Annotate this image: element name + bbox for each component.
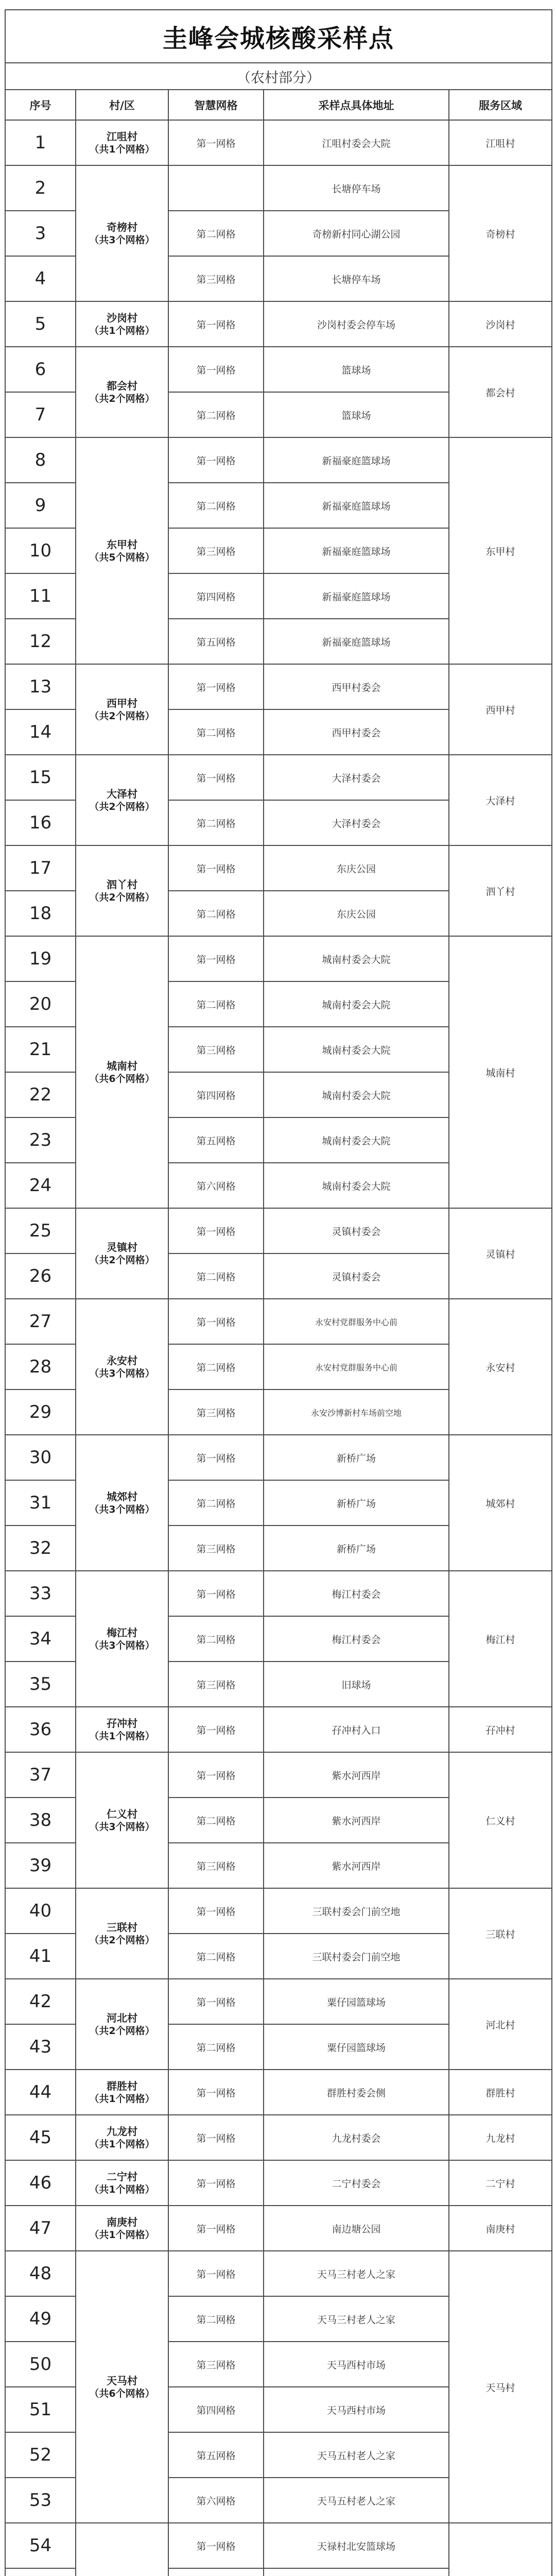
table-row [5, 165, 552, 211]
site-address: 三联村委会门前空地 [264, 1888, 449, 1934]
grid-name: 第二网格 [168, 2024, 264, 2070]
site-address: 大泽村委会 [264, 755, 449, 800]
site-number: 23 [5, 1117, 76, 1163]
grid-name: 第一网格 [168, 2070, 264, 2115]
header-service-area: 服务区域 [449, 90, 552, 120]
grid-name: 第二网格 [168, 483, 264, 528]
village-name: 沙岗村 [107, 311, 137, 324]
service-area: 江咀村 [449, 120, 552, 165]
village-cell [76, 1299, 168, 1435]
table-row [5, 301, 552, 347]
site-address: 江咀村委会大院 [264, 120, 449, 165]
grid-name: 第二网格 [168, 1480, 264, 1526]
service-area [449, 2523, 552, 2576]
grid-name [168, 165, 264, 211]
village-name: 城南村 [107, 1059, 137, 1072]
site-number: 43 [5, 2024, 76, 2070]
site-address: 二宁村委会 [264, 2160, 449, 2206]
grid-name: 第一网格 [168, 845, 264, 891]
grid-name: 第二网格 [168, 800, 264, 845]
site-number: 19 [5, 936, 76, 981]
site-number: 30 [5, 1435, 76, 1480]
grid-name: 第五网格 [168, 1117, 264, 1163]
site-number: 21 [5, 1027, 76, 1072]
header-grid: 智慧网格 [168, 90, 264, 120]
grid-name: 第三网格 [168, 1662, 264, 1707]
service-area: 九龙村 [449, 2115, 552, 2160]
site-address: 天马西村市场 [264, 2342, 449, 2387]
site-number: 3 [5, 211, 76, 256]
village-name: 三联村 [107, 1921, 137, 1934]
grid-name: 第二网格 [168, 709, 264, 755]
site-number: 41 [5, 1934, 76, 1979]
village-name: 江咀村 [107, 130, 137, 143]
site-address: 西甲村委会 [264, 664, 449, 709]
site-address: 新桥广场 [264, 1480, 449, 1526]
site-number: 33 [5, 1571, 76, 1616]
table-row [5, 1208, 552, 1253]
header-address: 采样点具体地址 [264, 90, 449, 120]
page-title: 圭峰会城核酸采样点 [5, 10, 552, 63]
site-number: 5 [5, 301, 76, 347]
site-number: 13 [5, 664, 76, 709]
grid-name: 第一网格 [168, 1208, 264, 1253]
village-grid-count: （共2个网格） [89, 710, 155, 722]
site-address: 灵镇村委会 [264, 1208, 449, 1253]
site-address: 天禄村北安篮球场 [264, 2523, 449, 2568]
village-name: 梅江村 [107, 1626, 137, 1639]
service-area: 孖冲村 [449, 1707, 552, 1752]
table-row [5, 1571, 552, 1616]
village-cell [76, 2523, 168, 2576]
site-number: 32 [5, 1526, 76, 1571]
grid-name: 第三网格 [168, 528, 264, 573]
site-number [5, 2568, 76, 2576]
site-address: 新福豪庭篮球场 [264, 528, 449, 573]
site-number: 10 [5, 528, 76, 573]
site-number: 18 [5, 891, 76, 936]
site-number: 12 [5, 619, 76, 664]
village-grid-count: （共6个网格） [89, 2387, 155, 2399]
service-area: 都会村 [449, 347, 552, 437]
site-address: 粟仔园篮球场 [264, 1979, 449, 2024]
grid-name: 第二网格 [168, 1798, 264, 1843]
village-name: 奇榜村 [107, 221, 137, 233]
site-address: 孖冲村入口 [264, 1707, 449, 1752]
site-number: 38 [5, 1798, 76, 1843]
grid-name: 第六网格 [168, 1163, 264, 1208]
site-address: 灵镇村委会 [264, 1253, 449, 1299]
grid-name: 第一网格 [168, 1752, 264, 1798]
grid-name: 第一网格 [168, 1299, 264, 1344]
site-address: 天马五村老人之家 [264, 2478, 449, 2523]
grid-name: 第二网格 [168, 2296, 264, 2342]
site-number: 22 [5, 1072, 76, 1117]
grid-name: 第一网格 [168, 347, 264, 392]
service-area: 大泽村 [449, 755, 552, 845]
site-number: 14 [5, 709, 76, 755]
site-number: 46 [5, 2160, 76, 2206]
village-grid-count: （共3个网格） [89, 1367, 155, 1379]
village-grid-count: （共2个网格） [89, 1934, 155, 1946]
site-number: 4 [5, 256, 76, 301]
site-number: 53 [5, 2478, 76, 2523]
site-address: 东庆公园 [264, 891, 449, 936]
table-row [5, 664, 552, 709]
site-number: 25 [5, 1208, 76, 1253]
site-number: 27 [5, 1299, 76, 1344]
grid-name: 第三网格 [168, 1526, 264, 1571]
site-address: 梅江村委会 [264, 1616, 449, 1662]
village-grid-count: （共3个网格） [89, 1503, 155, 1515]
village-cell [76, 1979, 168, 2070]
site-address: 大泽村委会 [264, 800, 449, 845]
village-cell [76, 2070, 168, 2115]
village-grid-count: （共3个网格） [89, 234, 155, 246]
table-row [5, 755, 552, 800]
site-address: 永安村党群服务中心前 [264, 1344, 449, 1389]
grid-name: 第二网格 [168, 1253, 264, 1299]
table-row [5, 2070, 552, 2115]
service-area: 沙岗村 [449, 301, 552, 347]
service-area: 天马村 [449, 2251, 552, 2523]
service-area: 灵镇村 [449, 1208, 552, 1299]
village-name: 大泽村 [107, 787, 137, 800]
village-grid-count: （共3个网格） [89, 1639, 155, 1651]
service-area: 永安村 [449, 1299, 552, 1435]
site-number: 39 [5, 1843, 76, 1888]
grid-name: 第四网格 [168, 1072, 264, 1117]
site-number: 24 [5, 1163, 76, 1208]
grid-name: 第一网格 [168, 2206, 264, 2251]
village-cell [76, 2115, 168, 2160]
service-area: 城南村 [449, 936, 552, 1208]
village-grid-count: （共2个网格） [89, 891, 155, 903]
village-cell [76, 755, 168, 845]
service-area: 南庚村 [449, 2206, 552, 2251]
site-number: 7 [5, 392, 76, 437]
site-address: 天马西村市场 [264, 2387, 449, 2432]
site-number: 50 [5, 2342, 76, 2387]
grid-name: 第一网格 [168, 1707, 264, 1752]
village-grid-count: （共1个网格） [89, 325, 155, 336]
grid-name: 第一网格 [168, 936, 264, 981]
site-number: 49 [5, 2296, 76, 2342]
village-grid-count: （共1个网格） [89, 2183, 155, 2195]
village-name: 九龙村 [107, 2125, 137, 2138]
village-name: 城郊村 [107, 1490, 137, 1503]
grid-name: 第一网格 [168, 2251, 264, 2296]
site-address: 三联村委会门前空地 [264, 1934, 449, 1979]
site-address: 新福豪庭篮球场 [264, 437, 449, 483]
site-number: 17 [5, 845, 76, 891]
site-address: 城南村委会大院 [264, 936, 449, 981]
village-grid-count: （共6个网格） [89, 1073, 155, 1084]
grid-name: 第一网格 [168, 2115, 264, 2160]
village-cell [76, 301, 168, 347]
grid-name [168, 2568, 264, 2576]
site-number: 45 [5, 2115, 76, 2160]
site-number: 6 [5, 347, 76, 392]
site-address: 天马三村老人之家 [264, 2251, 449, 2296]
site-address: 城南村委会大院 [264, 1027, 449, 1072]
village-name: 南庚村 [107, 2215, 137, 2228]
site-address: 城南村委会大院 [264, 981, 449, 1027]
table-row [5, 347, 552, 392]
site-number: 36 [5, 1707, 76, 1752]
village-name: 西甲村 [107, 697, 137, 709]
site-address: 九龙村委会 [264, 2115, 449, 2160]
grid-name: 第六网格 [168, 2478, 264, 2523]
site-address: 城南村委会大院 [264, 1117, 449, 1163]
village-name: 孖冲村 [107, 1717, 137, 1730]
site-address: 粟仔园篮球场 [264, 2024, 449, 2070]
village-name: 群胜村 [107, 2079, 137, 2092]
grid-name: 第三网格 [168, 1843, 264, 1888]
site-address: 紫水河西岸 [264, 1752, 449, 1798]
site-address: 长塘停车场 [264, 256, 449, 301]
site-address [264, 2568, 449, 2576]
header-no: 序号 [5, 90, 76, 120]
header-village: 村/区 [76, 90, 168, 120]
site-address: 梅江村委会 [264, 1571, 449, 1616]
grid-name: 第二网格 [168, 1344, 264, 1389]
table-row [5, 2523, 552, 2568]
grid-name: 第一网格 [168, 2523, 264, 2568]
site-number: 29 [5, 1389, 76, 1435]
site-number: 47 [5, 2206, 76, 2251]
site-number: 42 [5, 1979, 76, 2024]
table-row [5, 2206, 552, 2251]
village-grid-count: （共5个网格） [89, 551, 155, 563]
grid-name: 第四网格 [168, 2387, 264, 2432]
village-cell [76, 2251, 168, 2523]
table-row [5, 1979, 552, 2024]
grid-name: 第四网格 [168, 573, 264, 619]
site-address: 南边塘公园 [264, 2206, 449, 2251]
table-header-row [5, 90, 552, 120]
village-grid-count: （共1个网格） [89, 2093, 155, 2105]
site-address: 群胜村委会侧 [264, 2070, 449, 2115]
village-grid-count: （共2个网格） [89, 1254, 155, 1266]
service-area: 西甲村 [449, 664, 552, 755]
site-address: 新福豪庭篮球场 [264, 483, 449, 528]
village-grid-count: （共1个网格） [89, 1730, 155, 1742]
table-row [5, 437, 552, 483]
service-area: 泗丫村 [449, 845, 552, 936]
village-cell [76, 437, 168, 664]
site-address: 新桥广场 [264, 1435, 449, 1480]
village-name: 天马村 [107, 2374, 137, 2387]
village-cell [76, 2206, 168, 2251]
site-address: 城南村委会大院 [264, 1072, 449, 1117]
village-cell [76, 1435, 168, 1571]
village-grid-count: （共1个网格） [89, 143, 155, 155]
village-cell [76, 1707, 168, 1752]
village-name: 泗丫村 [107, 878, 137, 891]
site-number: 11 [5, 573, 76, 619]
grid-name: 第一网格 [168, 1979, 264, 2024]
site-address: 旧球场 [264, 1662, 449, 1707]
table-row [5, 1888, 552, 1934]
service-area: 仁义村 [449, 1752, 552, 1888]
village-name: 东甲村 [107, 538, 137, 551]
grid-name: 第五网格 [168, 2432, 264, 2478]
site-number: 48 [5, 2251, 76, 2296]
grid-name: 第二网格 [168, 211, 264, 256]
site-number: 31 [5, 1480, 76, 1526]
grid-name: 第一网格 [168, 1888, 264, 1934]
grid-name: 第一网格 [168, 120, 264, 165]
site-number: 40 [5, 1888, 76, 1934]
sampling-sites-table [5, 9, 552, 2576]
grid-name: 第五网格 [168, 619, 264, 664]
table-row [5, 1435, 552, 1480]
grid-name: 第二网格 [168, 1934, 264, 1979]
village-cell [76, 1752, 168, 1888]
site-address: 永安村党群服务中心前 [264, 1299, 449, 1344]
village-cell [76, 664, 168, 755]
service-area: 二宁村 [449, 2160, 552, 2206]
village-name: 二宁村 [107, 2170, 137, 2183]
site-number: 16 [5, 800, 76, 845]
site-number: 37 [5, 1752, 76, 1798]
grid-name: 第三网格 [168, 1027, 264, 1072]
page-subtitle: （农村部分） [5, 63, 552, 90]
service-area: 三联村 [449, 1888, 552, 1979]
service-area: 河北村 [449, 1979, 552, 2070]
table-row [5, 2251, 552, 2296]
site-number: 28 [5, 1344, 76, 1389]
table-row [5, 2160, 552, 2206]
site-address: 西甲村委会 [264, 709, 449, 755]
village-cell [76, 845, 168, 936]
grid-name: 第一网格 [168, 2160, 264, 2206]
grid-name: 第二网格 [168, 891, 264, 936]
site-address: 新福豪庭篮球场 [264, 619, 449, 664]
table-row [5, 845, 552, 891]
village-cell [76, 1571, 168, 1707]
village-name: 都会村 [107, 379, 137, 392]
grid-name: 第一网格 [168, 664, 264, 709]
village-name: 永安村 [107, 1354, 137, 1367]
village-name: 河北村 [107, 2011, 137, 2024]
site-number: 51 [5, 2387, 76, 2432]
site-address: 东庆公园 [264, 845, 449, 891]
service-area: 群胜村 [449, 2070, 552, 2115]
grid-name: 第一网格 [168, 301, 264, 347]
village-cell [76, 1208, 168, 1299]
site-number: 34 [5, 1616, 76, 1662]
grid-name: 第二网格 [168, 392, 264, 437]
site-number: 8 [5, 437, 76, 483]
table-row [5, 1299, 552, 1344]
village-grid-count: （共3个网格） [89, 1821, 155, 1833]
village-cell [76, 2160, 168, 2206]
village-grid-count: （共2个网格） [89, 801, 155, 812]
table-row [5, 1707, 552, 1752]
service-area: 奇榜村 [449, 165, 552, 301]
site-number: 1 [5, 120, 76, 165]
site-address: 紫水河西岸 [264, 1843, 449, 1888]
grid-name: 第一网格 [168, 437, 264, 483]
site-number: 35 [5, 1662, 76, 1707]
village-grid-count: （共1个网格） [89, 2138, 155, 2150]
service-area: 梅江村 [449, 1571, 552, 1707]
village-cell [76, 347, 168, 437]
village-grid-count: （共2个网格） [89, 393, 155, 404]
table-row [5, 2115, 552, 2160]
village-name: 灵镇村 [107, 1241, 137, 1253]
site-number: 15 [5, 755, 76, 800]
site-address: 天马五村老人之家 [264, 2432, 449, 2478]
grid-name: 第一网格 [168, 1435, 264, 1480]
site-address: 奇榜新村同心湖公园 [264, 211, 449, 256]
site-address: 新桥广场 [264, 1526, 449, 1571]
village-cell [76, 120, 168, 165]
table-row [5, 1752, 552, 1798]
site-number: 20 [5, 981, 76, 1027]
site-number: 2 [5, 165, 76, 211]
service-area: 东甲村 [449, 437, 552, 664]
site-number: 9 [5, 483, 76, 528]
service-area: 城郊村 [449, 1435, 552, 1571]
grid-name: 第一网格 [168, 1571, 264, 1616]
village-name: 仁义村 [107, 1807, 137, 1820]
site-address: 长塘停车场 [264, 165, 449, 211]
site-address: 新福豪庭篮球场 [264, 573, 449, 619]
table-row [5, 120, 552, 165]
village-cell [76, 936, 168, 1208]
grid-name: 第三网格 [168, 2342, 264, 2387]
grid-name: 第二网格 [168, 981, 264, 1027]
site-address: 紫水河西岸 [264, 1798, 449, 1843]
grid-name: 第三网格 [168, 256, 264, 301]
site-number: 26 [5, 1253, 76, 1299]
grid-name: 第一网格 [168, 755, 264, 800]
table-row [5, 936, 552, 981]
site-address: 沙岗村委会停车场 [264, 301, 449, 347]
village-grid-count: （共1个网格） [89, 2229, 155, 2241]
site-address: 城南村委会大院 [264, 1163, 449, 1208]
site-address: 篮球场 [264, 347, 449, 392]
site-number: 52 [5, 2432, 76, 2478]
site-address: 永安沙博新村车场前空地 [264, 1389, 449, 1435]
grid-name: 第三网格 [168, 1389, 264, 1435]
site-number: 44 [5, 2070, 76, 2115]
site-address: 篮球场 [264, 392, 449, 437]
site-number: 54 [5, 2523, 76, 2568]
village-cell [76, 1888, 168, 1979]
village-grid-count: （共2个网格） [89, 2025, 155, 2037]
grid-name: 第二网格 [168, 1616, 264, 1662]
site-address: 天马三村老人之家 [264, 2296, 449, 2342]
village-cell [76, 165, 168, 301]
